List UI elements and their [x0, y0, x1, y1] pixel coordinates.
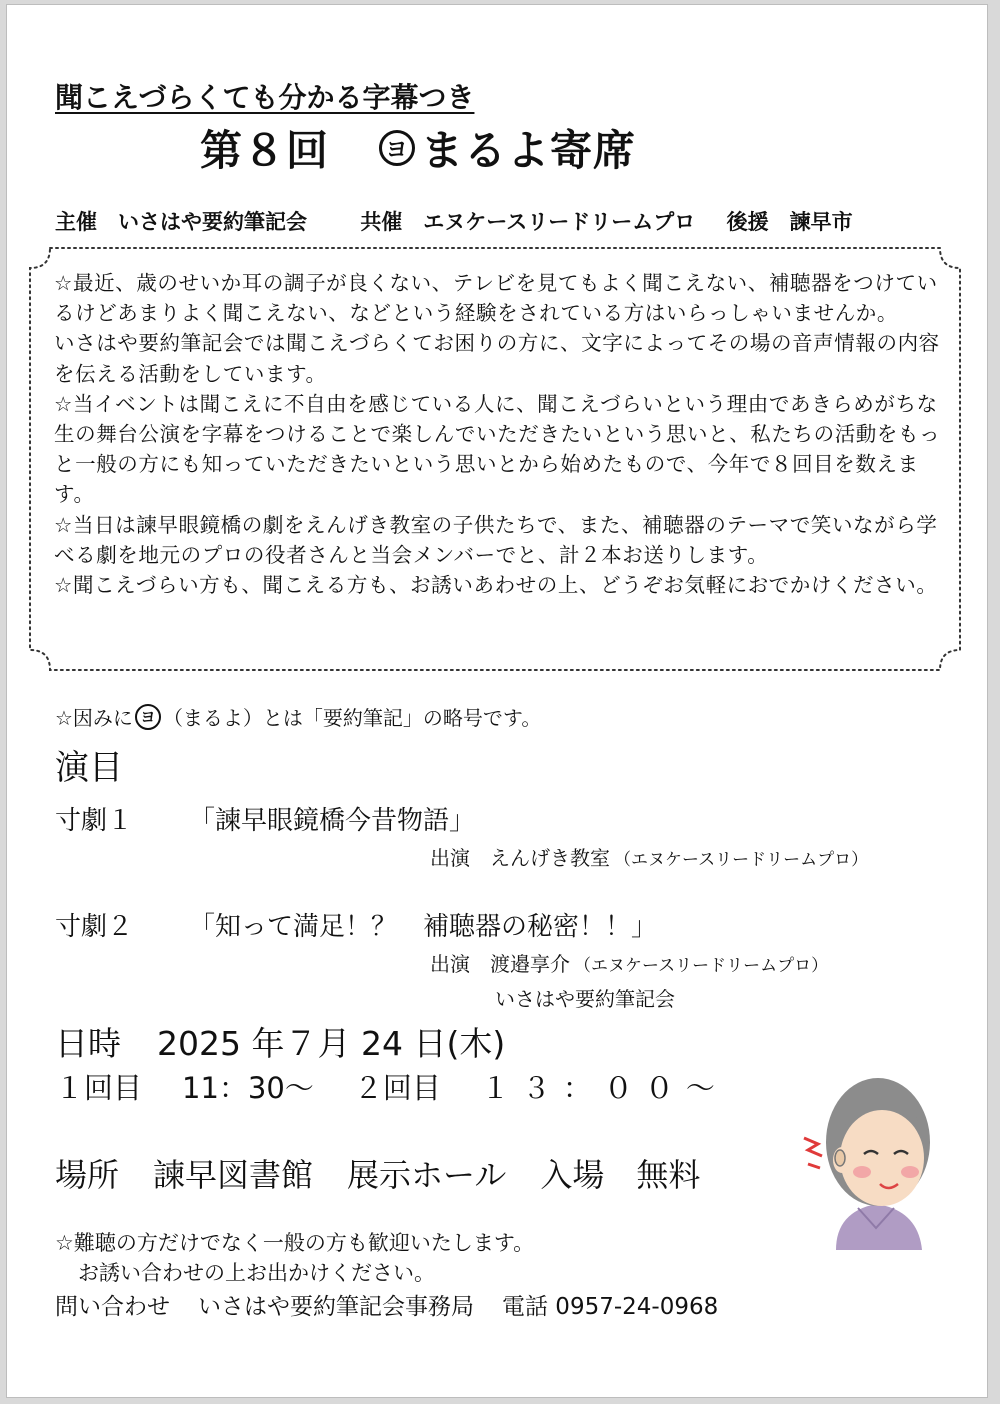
invite-note: お誘い合わせの上お出かけください。	[78, 1261, 435, 1285]
elderly-woman-hearing-aid-icon	[796, 1072, 956, 1252]
play-number: 寸劇１	[55, 806, 134, 836]
notice-paragraph: ☆当日は諫早眼鏡橋の劇をえんげき教室の子供たちで、また、補聴器のテーマで笑いながら学べる劇を地元のプロの役者さんと当会メンバーでと、計２本お送りします。	[54, 512, 938, 567]
cohost: 共催 エヌケースリードリームプロ	[360, 210, 696, 234]
play-number: 寸劇２	[55, 912, 134, 942]
event-title	[200, 118, 636, 178]
notice-paragraph: ☆当イベントは聞こえに不自由を感じている人に、聞こえづらいという理由であきらめがちな生の舞台公演を字幕をつけることで楽しんでいただきたいという思いと、私たちの活動をもっと一般の方にも知っていただきたいという思いとから始めたもので、今年で８回目を数えます。	[54, 391, 941, 507]
event-date: 日時 2025 年７月 24 日(木)	[55, 1024, 506, 1063]
event-number: 第８回	[200, 126, 330, 175]
play-title: 「知って満足！？ 補聴器の秘密！！」	[189, 912, 658, 942]
program-heading: 演目	[55, 748, 123, 788]
play-title: 「諫早眼鏡橋今昔物語」	[189, 806, 476, 836]
session-2-time: １３：００～	[480, 1071, 727, 1105]
session-2-label: ２回目	[353, 1071, 441, 1105]
session-1-time: 11：30～	[182, 1071, 314, 1105]
notice-paragraph: ☆聞こえづらい方も、聞こえる方も、お誘いあわせの上、どうぞお気軽におでかけください。	[54, 573, 938, 598]
maruyo-note: ☆因みに ヨ （まるよ）とは「要約筆記」の略号です。	[55, 702, 541, 731]
sponsors-line	[55, 206, 853, 236]
notice-paragraph: ☆最近、歳のせいか耳の調子が良くない、テレビを見てもよく聞こえない、補聴器をつけているけどあまりよく聞こえない、などという経験をされている方はいらっしゃいませんか。	[54, 271, 938, 326]
subtitle: 聞こえづらくても分かる字幕つき	[55, 81, 475, 114]
play-2-cast: 出演 渡邉享介 （エヌケースリードリームプロ）	[430, 952, 829, 976]
maruyo-mark-icon: ヨ	[379, 130, 415, 166]
event-name: まるよ寄席	[421, 126, 637, 175]
support: 後援 諫早市	[726, 210, 853, 234]
notice-text	[54, 268, 949, 600]
session-times	[55, 1066, 727, 1107]
venue-line: 場所 諫早図書館 展示ホール 入場 無料	[55, 1156, 701, 1194]
notice-paragraph: いさはや要約筆記会では聞こえづらくてお困りの方に、文字によってその場の音声情報の内容を伝える活動をしています。	[54, 331, 940, 386]
organizer: 主催 いさはや要約筆記会	[55, 210, 307, 234]
play-1	[55, 800, 475, 837]
session-1-label: １回目	[55, 1071, 143, 1105]
welcome-note: ☆難聴の方だけでなく一般の方も歓迎いたします。	[55, 1231, 535, 1255]
phone-number: 電話 0957-24-0968	[502, 1294, 719, 1320]
contact-line: 問い合わせ いさはや要約筆記会事務局 電話 0957-24-0968	[55, 1294, 719, 1320]
play-1-cast: 出演 えんげき教室 （エヌケースリードリームプロ）	[430, 846, 869, 870]
play-2-cast-extra: いさはや要約筆記会	[495, 987, 675, 1011]
maruyo-mark-icon: ヨ	[135, 704, 161, 730]
play-2	[55, 906, 657, 943]
